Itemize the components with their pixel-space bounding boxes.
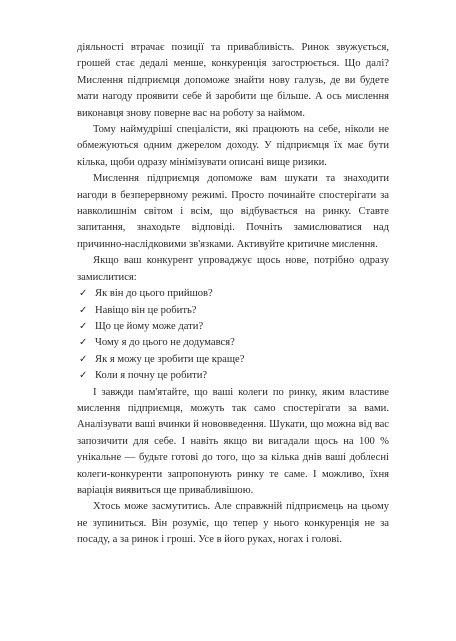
paragraph: діяльності втрачає позиції та привабливість. Ринок звужується, грошей стає дедалі менше, конкуренція загострюється. Що далі? Мислення підприємця допоможе знайти нову галузь, де ви будете мати нагоду проявити себе й заробити ще більше. А ось мислення виконавця знову поверне вас на роботу за наймом.: [77, 42, 389, 119]
list-item: [79, 352, 389, 368]
list-item-text: Як він до цього прийшов?: [95, 288, 213, 300]
paragraph: Якщо ваш конкурент упроваджує щось нове, потрібно одразу замислитися:: [77, 255, 389, 283]
checkmark-icon: ✓: [79, 370, 88, 382]
list-item-text: Як я можу це зробити ще краще?: [95, 353, 245, 365]
list-item-text: Навіщо він це робить?: [95, 304, 197, 316]
list-item: [79, 335, 389, 351]
checkmark-icon: ✓: [79, 337, 88, 349]
paragraph: Мислення підприємця допоможе вам шукати та знаходити нагоди в безперервному режимі. Просто починайте спостерігати за навколишнім світом і всім, що відбувається на ринку. Ставте запитання, знаходьте відповіді. Почніть замислюватися над причинно-наслідковими зв'язками. Активуйте критичне мислення.: [77, 173, 389, 250]
question-checklist: [77, 286, 389, 384]
page-body: [77, 40, 389, 549]
checkmark-icon: ✓: [79, 353, 88, 365]
checkmark-icon: ✓: [79, 320, 88, 332]
list-item: [79, 319, 389, 335]
list-item: [79, 303, 389, 319]
paragraph: Хтось може засмутитись. Але справжній підприємець на цьому не зупиниться. Він розуміє, що тепер у нього конкуренція не за посаду, а за ринок і гроші. Усе в його руках, ногах і голові.: [77, 501, 389, 546]
list-item-text: Коли я почну це робити?: [95, 370, 208, 382]
checkmark-icon: ✓: [79, 288, 88, 300]
list-item: [79, 368, 389, 384]
list-item: [79, 286, 389, 302]
checkmark-icon: ✓: [79, 304, 88, 316]
list-item-text: Що це йому може дати?: [95, 320, 204, 332]
paragraph: І завжди пам'ятайте, що ваші колеги по ринку, яким властиве мислення підприємця, можуть так само спостерігати за вами. Аналізувати ваші вчинки й нововведення. Шукати, що можна від вас запозичити для себе. І навіть якщо ви вигадали щось на 100 % унікальне — будьте готові до того, що за кілька днів ваші доблесні колеги-конкуренти запропонують ринку те саме. І можливо, їхня варіація виявиться ще привабливішою.: [77, 386, 389, 496]
list-item-text: Чому я до цього не додумався?: [95, 337, 235, 349]
paragraph: Тому наймудріші спеціалісти, які працюють на себе, ніколи не обмежуються одним джерелом доходу. У підприємця їх має бути кілька, щоби одразу мінімізувати описані вище ризики.: [77, 124, 389, 168]
